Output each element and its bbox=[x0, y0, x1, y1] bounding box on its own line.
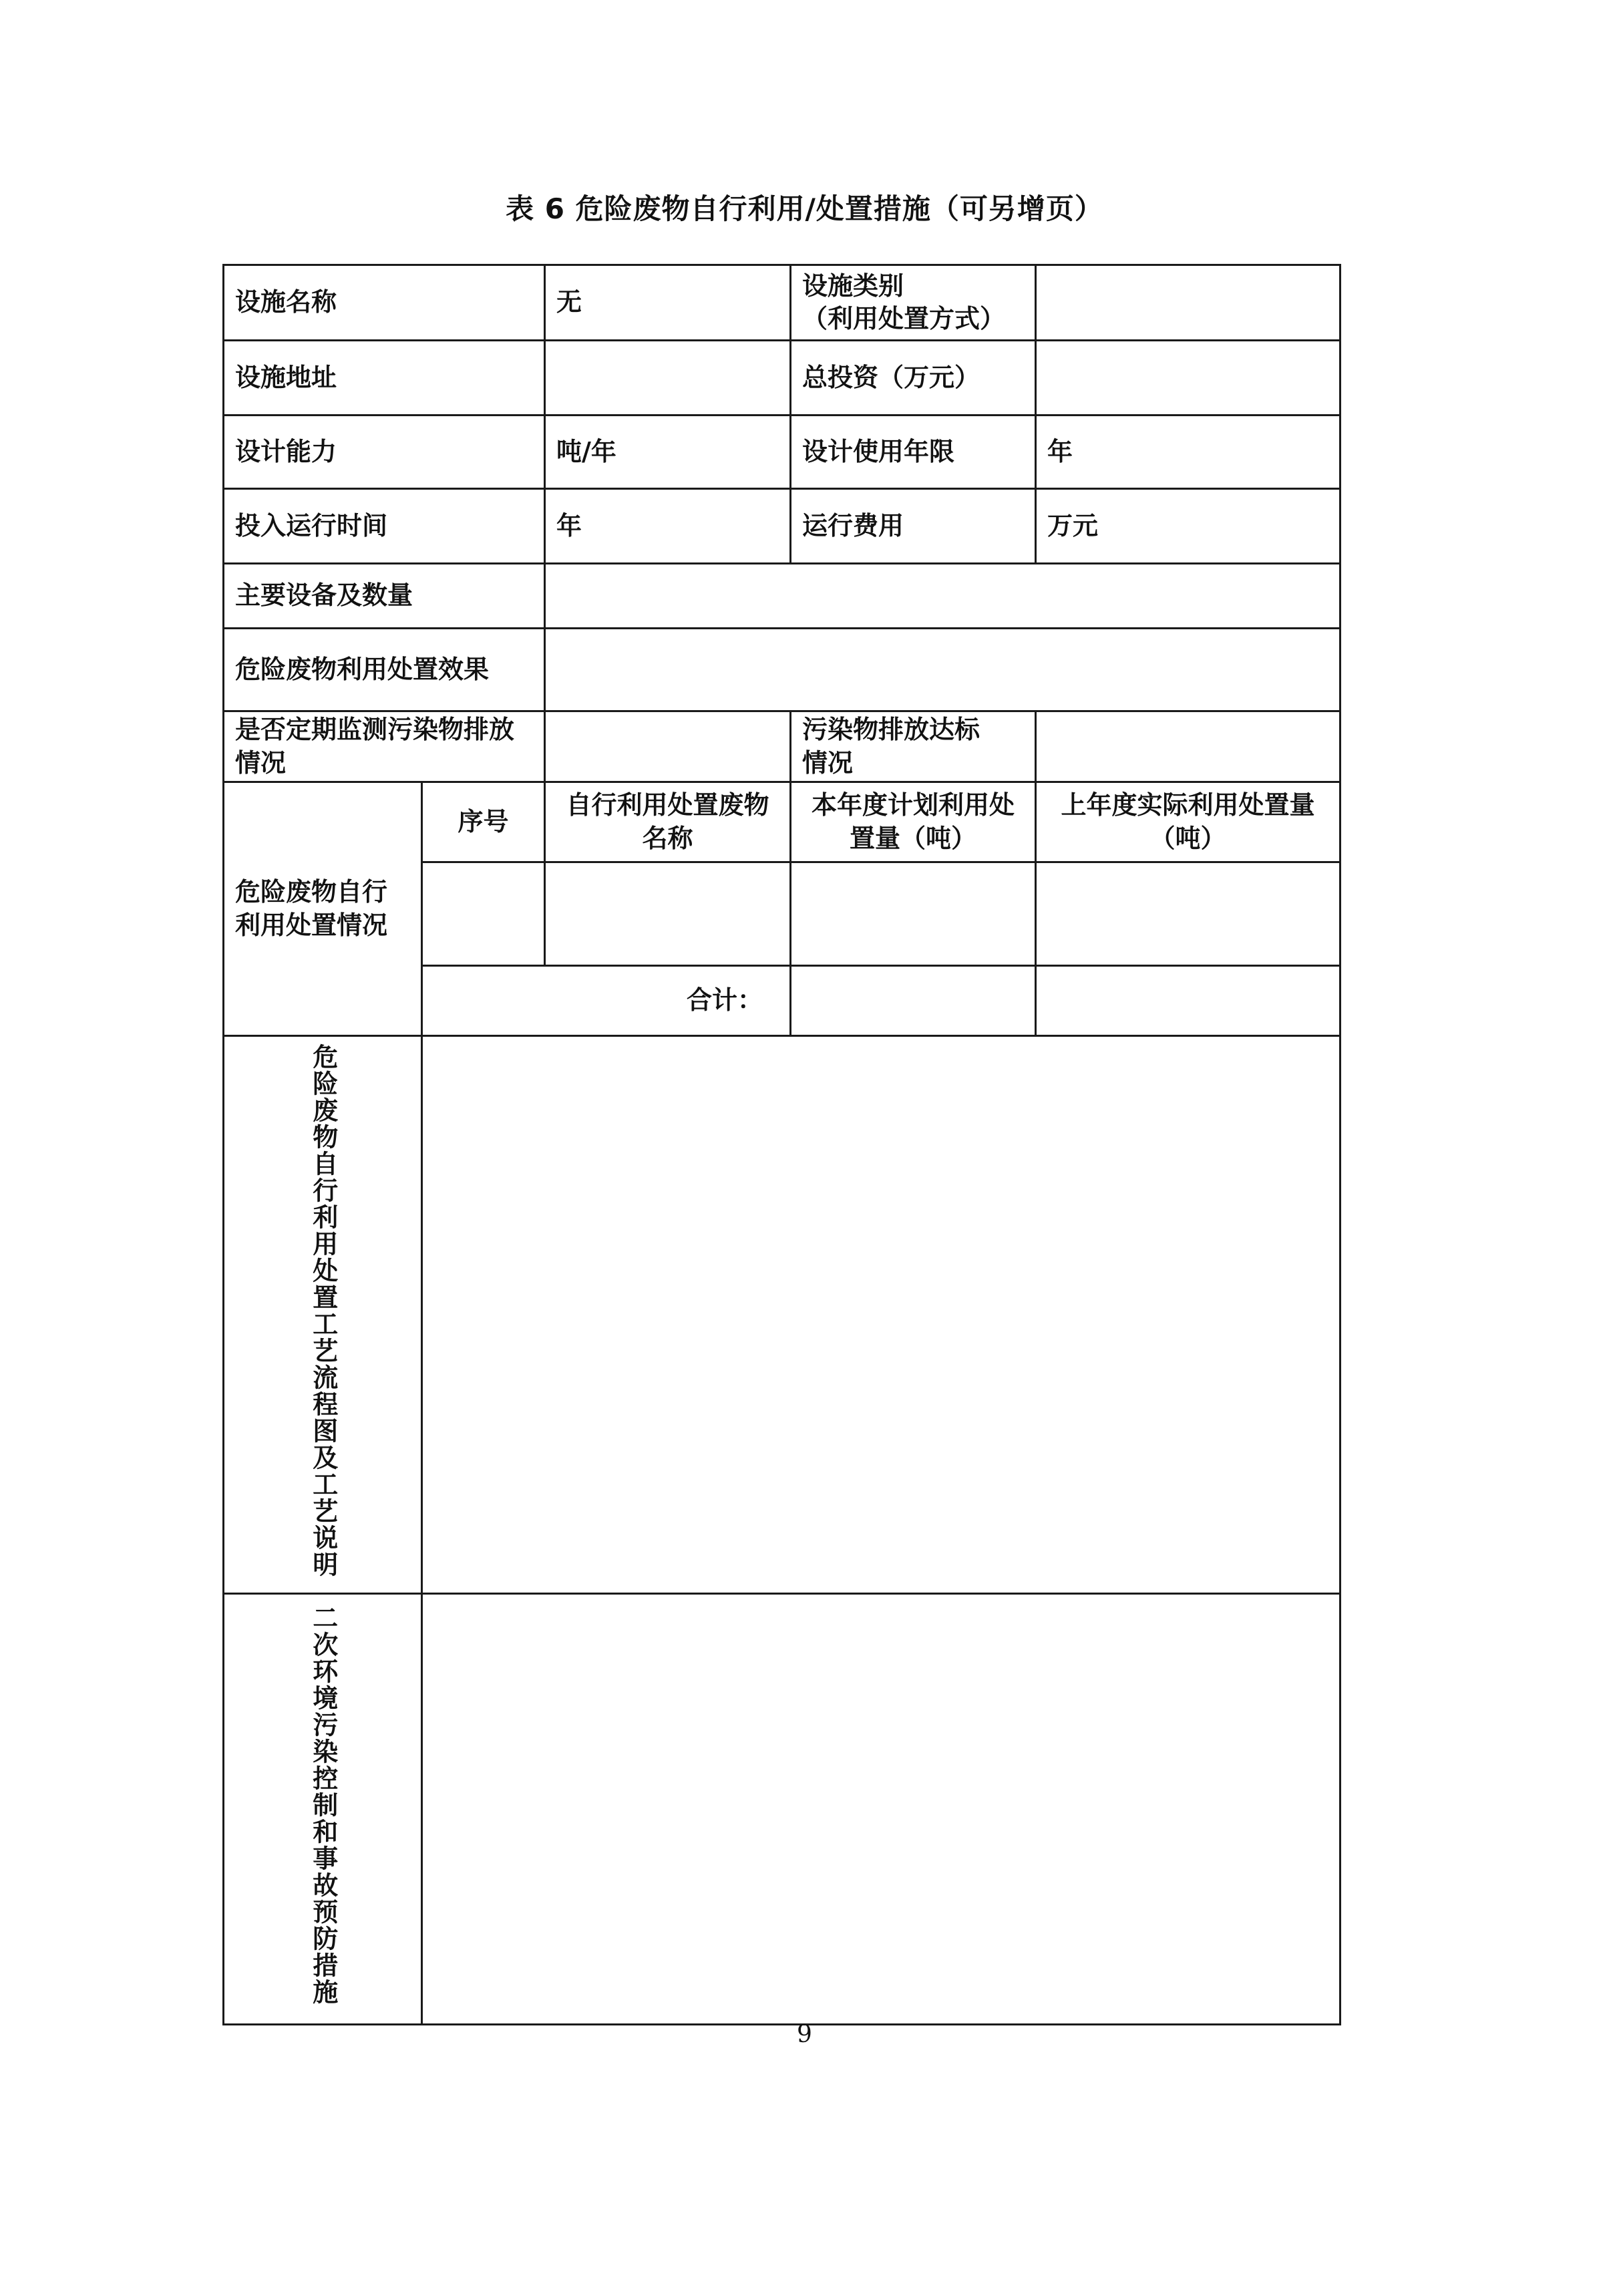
operating-cost-value: 万元 bbox=[1036, 489, 1340, 564]
total-investment-label: 总投资（万元） bbox=[791, 341, 1036, 416]
facility-name-value: 无 bbox=[545, 265, 791, 341]
process-flow-content bbox=[422, 1036, 1340, 1594]
actual-amount-cell bbox=[1036, 862, 1340, 966]
main-equipment-value bbox=[545, 564, 1340, 629]
table-row bbox=[224, 782, 1340, 862]
table-row bbox=[224, 416, 1340, 489]
emission-compliance-value bbox=[1036, 711, 1340, 782]
page-title: 表 6 危险废物自行利用/处置措施（可另增页） bbox=[506, 192, 1103, 225]
table-row bbox=[224, 711, 1340, 782]
table-row bbox=[224, 265, 1340, 341]
main-equipment-label: 主要设备及数量 bbox=[224, 564, 545, 629]
header-serial-number: 序号 bbox=[422, 782, 545, 862]
operating-cost-label: 运行费用 bbox=[791, 489, 1036, 564]
total-planned-cell bbox=[791, 966, 1036, 1036]
table-row bbox=[224, 564, 1340, 629]
operation-start-value: 年 bbox=[545, 489, 791, 564]
table-row bbox=[224, 341, 1340, 416]
design-capacity-value: 吨/年 bbox=[545, 416, 791, 489]
monitoring-label: 是否定期监测污染物排放情况 bbox=[224, 711, 545, 782]
header-actual-amount: 上年度实际利用处置量（吨） bbox=[1036, 782, 1340, 862]
design-life-label: 设计使用年限 bbox=[791, 416, 1036, 489]
facility-address-label: 设施地址 bbox=[224, 341, 545, 416]
planned-amount-cell bbox=[791, 862, 1036, 966]
facility-name-label: 设施名称 bbox=[224, 265, 545, 341]
disposal-effect-label: 危险废物利用处置效果 bbox=[224, 629, 545, 711]
facility-type-value bbox=[1036, 265, 1340, 341]
table-row bbox=[224, 629, 1340, 711]
disposal-measures-table bbox=[222, 264, 1341, 2025]
total-actual-cell bbox=[1036, 966, 1340, 1036]
page-number: 9 bbox=[797, 2021, 812, 2048]
process-label-cell bbox=[224, 1036, 422, 1594]
serial-number-cell bbox=[422, 862, 545, 966]
facility-type-label: 设施类别 （利用处置方式） bbox=[791, 265, 1036, 341]
operation-start-label: 投入运行时间 bbox=[224, 489, 545, 564]
table-row bbox=[224, 1594, 1340, 2025]
self-disposal-section-label: 危险废物自行利用处置情况 bbox=[224, 782, 422, 1036]
total-label: 合计： bbox=[422, 966, 791, 1036]
facility-address-value bbox=[545, 341, 791, 416]
pollution-prevention-label: 二次环境污染控制和事故预防措施 bbox=[308, 1605, 338, 2006]
pollution-prevention-content bbox=[422, 1594, 1340, 2025]
header-waste-name: 自行利用处置废物名称 bbox=[545, 782, 791, 862]
prevention-label-cell bbox=[224, 1594, 422, 2025]
design-life-value: 年 bbox=[1036, 416, 1340, 489]
total-investment-value bbox=[1036, 341, 1340, 416]
header-planned-amount: 本年度计划利用处置量（吨） bbox=[791, 782, 1036, 862]
table-row bbox=[224, 489, 1340, 564]
disposal-effect-value bbox=[545, 629, 1340, 711]
process-flow-label: 危险废物自行利用处置工艺流程图及工艺说明 bbox=[308, 1043, 338, 1578]
table-row bbox=[224, 1036, 1340, 1594]
waste-name-cell bbox=[545, 862, 791, 966]
monitoring-value bbox=[545, 711, 791, 782]
emission-compliance-label: 污染物排放达标 情况 bbox=[791, 711, 1036, 782]
design-capacity-label: 设计能力 bbox=[224, 416, 545, 489]
